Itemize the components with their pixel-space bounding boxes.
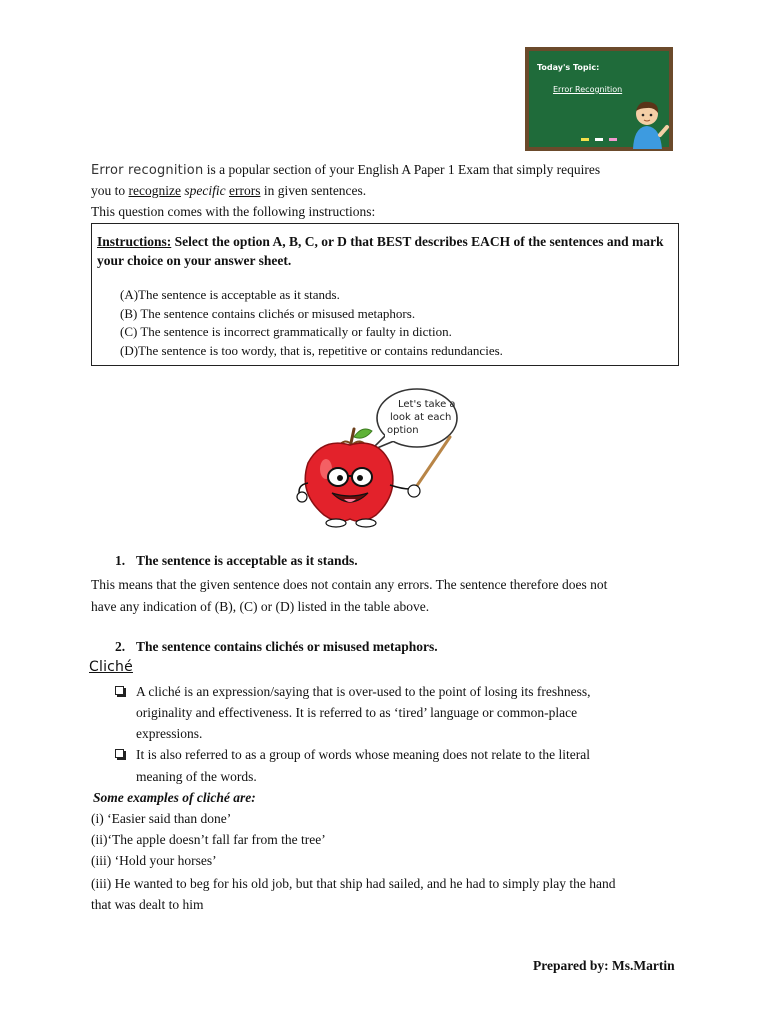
options-list [120,286,673,360]
section-2-number: 2. [115,639,126,654]
checkbox-bullet-icon [115,686,124,695]
bullet-2-line-2: meaning of the words. [136,769,257,784]
bullet-1-line-3: expressions. [136,726,203,741]
option-c: (C) The sentence is incorrect grammatically or faulty in diction. [120,324,452,339]
option-a: (A)The sentence is acceptable as it stands. [120,287,340,302]
example-1: (i) ‘Easier said than done’ [91,811,232,826]
intro-line-1: Error recognition is a popular section of your English A Paper 1 Exam that simply requires [91,162,601,178]
intro-term: Error recognition [91,163,204,178]
prepared-by: Prepared by: Ms.Martin [533,958,675,973]
recognize-underlined: recognize [128,183,181,198]
bullet-1-line-1: A cliché is an expression/saying that is over-used to the point of losing its freshness, [136,684,591,699]
checkbox-bullet-icon [115,749,124,758]
example-4-line-2: that was dealt to him [91,897,204,912]
errors-underlined: errors [228,183,261,198]
board-topic: Error Recognition [553,85,623,94]
section-1-heading: The sentence is acceptable as it stands. [136,553,358,568]
teacher-boy-icon [627,99,671,149]
section-1-line-1: This means that the given sentence does not contain any errors. The sentence therefore does not [91,577,608,592]
speech-bubble [370,389,457,451]
option-b: (B) The sentence contains clichés or misused metaphors. [120,305,416,321]
instructions-box [91,223,679,366]
section-2-heading: The sentence contains clichés or misused metaphors. [136,639,438,654]
intro-line-3: This question comes with the following instructions: [91,204,376,219]
instructions-heading: Instructions: Select the option A, B, C, or D that BEST describes EACH of the sentences and mark your choice on your answer sheet. [97,234,664,268]
option-d: (D)The sentence is too wordy, that is, repetitive or contains redundancies. [120,342,503,358]
example-4-line-1: (iii) He wanted to beg for his old job, but that ship had sailed, and he had to simply play the hand [91,876,616,891]
cliche-subheading: Cliché [89,659,133,675]
specific-italic: specific [184,183,226,198]
section-1-line-2: have any indication of (B), (C) or (D) listed in the table above. [91,599,430,614]
topic-chalkboard [525,47,673,151]
intro-line-2: you to recognize specific errors in given sentences. [91,183,367,198]
bubble-line-1: Let's take a [398,399,456,410]
section-1-number: 1. [115,553,126,568]
example-3: (iii) ‘Hold your horses’ [91,853,217,868]
board-label: Today's Topic: [537,63,600,72]
apple-mascot-illustration [290,385,460,530]
examples-title: Some examples of cliché are: [93,790,256,805]
bubble-line-3: option [387,425,419,436]
example-2: (ii)‘The apple doesn’t fall far from the tree’ [91,832,326,847]
bullet-2-line-1: It is also referred to as a group of words whose meaning does not relate to the literal [136,747,590,762]
bubble-line-2: look at each [390,412,452,423]
bullet-1-line-2: originality and effectiveness. It is referred to as ‘tired’ language or common-place [136,705,578,720]
